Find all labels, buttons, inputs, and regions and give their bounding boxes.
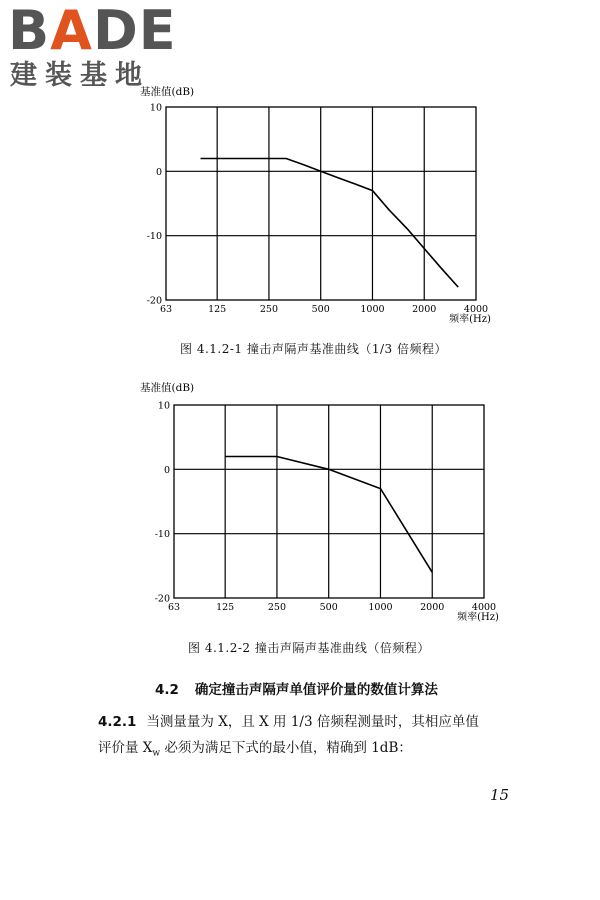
y-tick-label: 0: [155, 166, 162, 178]
logo-subtitle: 建装基地: [10, 60, 150, 91]
y-tick-label: 0: [163, 464, 170, 476]
x-tick-label: 63: [159, 304, 173, 315]
x-tick-label: 2000: [412, 304, 437, 315]
y-tick-label: -10: [146, 231, 162, 243]
clause-paragraph: [98, 709, 538, 767]
section-number: 4.2: [155, 682, 179, 698]
y-tick-label: -20: [146, 295, 162, 307]
clause-line-2-rest: 必须为满足下式的最小值，精确到 1dB：: [160, 740, 412, 756]
x-tick-label: 125: [208, 304, 227, 315]
figure-caption-1: 图 4.1.2-1 撞击声隔声基准曲线（1/3 倍频程）: [180, 342, 447, 356]
y-tick-label: 10: [157, 400, 170, 412]
logo-letter-a: A: [50, 0, 93, 62]
section-heading: [155, 678, 438, 698]
x-tick-label: 1000: [368, 602, 393, 613]
y-tick-label: -10: [154, 529, 170, 541]
x-axis-label: 频率(Hz): [457, 612, 499, 623]
x-tick-label: 500: [319, 602, 338, 613]
logo-letter-b: B: [8, 0, 51, 62]
x-tick-label: 2000: [420, 602, 445, 613]
y-axis-label: 基准值(dB): [140, 382, 195, 394]
x-tick-labels: [168, 602, 496, 613]
x-tick-label: 250: [259, 304, 279, 315]
page-number: 15: [490, 786, 510, 804]
chart-grid: [174, 405, 484, 598]
y-tick-labels: [155, 401, 170, 605]
figure-caption-2: 图 4.1.2-2 撞击声隔声基准曲线（倍频程）: [188, 641, 430, 655]
section-title: 确定撞击声隔声单值评价量的数值计算法: [194, 682, 438, 698]
clause-number: 4.2.1: [98, 714, 137, 730]
x-axis-label: 频率(Hz): [449, 314, 491, 325]
x-tick-label: 500: [311, 304, 330, 315]
x-tick-label: 4000: [471, 602, 497, 613]
x-tick-label: 1000: [360, 304, 385, 315]
x-tick-label: 4000: [463, 304, 489, 315]
y-axis-label: 基准值(dB): [140, 86, 195, 98]
y-tick-label: 10: [149, 102, 162, 114]
x-tick-label: 63: [167, 602, 181, 613]
clause-line-2: 评价量 X: [98, 740, 153, 756]
y-tick-label: -20: [154, 593, 170, 605]
clause-line-1: 当测量量为 X，且 X 用 1/3 倍频程测量时，其相应单值: [146, 714, 479, 730]
clause-line-2-subscript: w: [152, 748, 161, 759]
x-tick-label: 125: [216, 602, 235, 613]
logo-letter-de: DE: [92, 0, 177, 62]
x-tick-label: 250: [267, 602, 287, 613]
